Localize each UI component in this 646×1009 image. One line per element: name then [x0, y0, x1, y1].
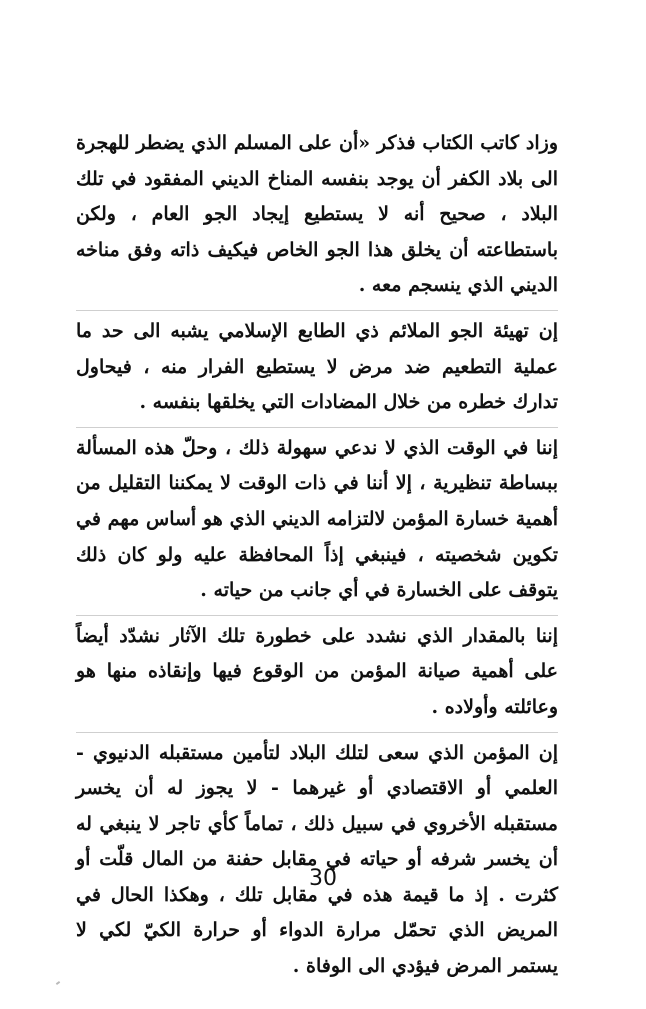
page-number: 30: [309, 866, 337, 891]
body-text: [76, 126, 558, 985]
paragraph-1: وزاد كاتب الكتاب فذكر «أن على المسلم الذي يضطر للهجرة الى بلاد الكفر أن يوجد بنفسه المناخ الديني المفقود في تلك البلاد ، صحيح أنه لا يستطيع إيجاد الجو العام ، ولكن باستطاعته أن يخلق هذا الجو الخاص فيكيف ذاته وفق مناخه الديني الذي ينسجم معه .: [76, 132, 558, 297]
paragraph-4: إننا بالمقدار الذي نشدد على خطورة تلك الآثار نشدّد أيضاً على أهمية صيانة المؤمن من الوقوع فيها وإنقاذه منها هو وعائلته وأولاده .: [76, 615, 558, 726]
paragraph-5: إن المؤمن الذي سعى لتلك البلاد لتأمين مستقبله الدنيوي - العلمي أو الاقتصادي أو غيرهما - لا يجوز له أن يخسر مستقبله الأخروي في سبيل ذلك ، تماماً كأي تاجر لا ينبغي له أن يخسر شرفه أو حياته في مقابل حفنة من المال قلّت أو كثرت . إذ ما قيمة هذه في مقابل تلك ، وهكذا الحال في المريض الذي تحمّل مرارة الدواء أو حرارة الكيّ لكي لا يستمر المرض فيؤدي الى الوفاة .: [76, 732, 558, 985]
paragraph-3: إننا في الوقت الذي لا ندعي سهولة ذلك ، وحلّ هذه المسألة ببساطة تنظيرية ، إلا أننا في ذات الوقت لا يمكننا التقليل من أهمية خسارة المؤمن لالتزامه الديني الذي هو أساس مهم في تكوين شخصيته ، فينبغي إذاً المحافظة عليه ولو كان ذلك يتوقف على الخسارة في أي جانب من حياته .: [76, 427, 558, 609]
paragraph-2: إن تهيئة الجو الملائم ذي الطابع الإسلامي يشبه الى حد ما عملية التطعيم ضد مرض لا يستطيع الفرار منه ، فيحاول تدارك خطره من خلال المضادات التي يخلقها بنفسه .: [76, 310, 558, 421]
scan-speck: [56, 981, 60, 985]
